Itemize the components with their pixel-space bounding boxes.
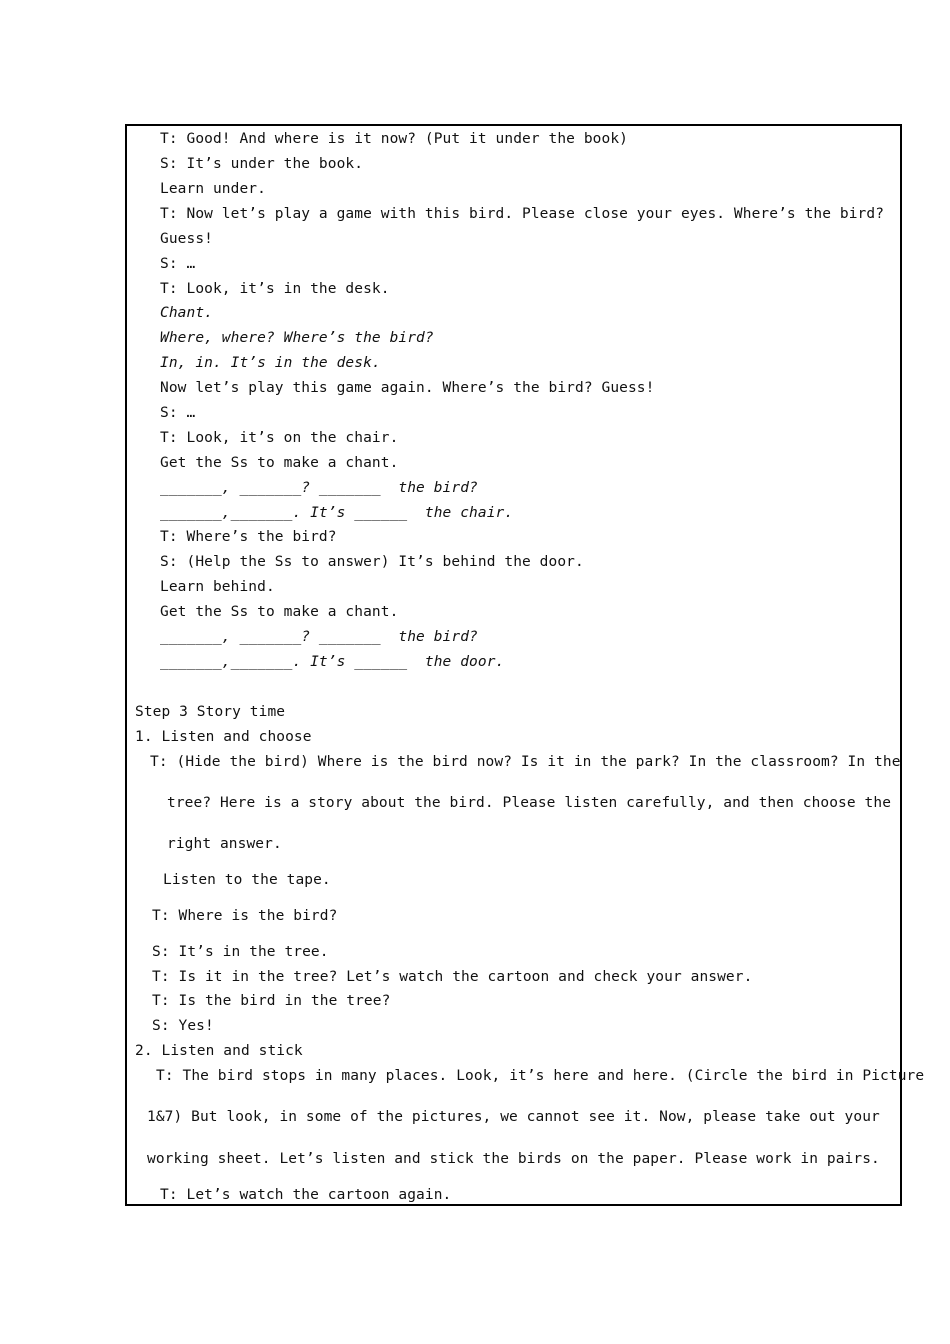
text-line: Get the Ss to make a chant. xyxy=(160,604,399,620)
chant-line: Where, where? Where’s the bird? xyxy=(160,330,434,346)
text-line: S: … xyxy=(160,256,196,272)
chant-blank-line: _______,_______. It’s ______ the door. xyxy=(160,654,505,670)
chant-heading: Chant. xyxy=(160,305,213,321)
text-line: T: Where is the bird? xyxy=(152,908,338,924)
text-line: right answer. xyxy=(167,836,282,852)
text-line: T: Look, it’s on the chair. xyxy=(160,430,399,446)
text-line: working sheet. Let’s listen and stick the birds on the paper. Please work in pairs. xyxy=(147,1151,880,1167)
text-line: T: (Hide the bird) Where is the bird now? Is it in the park? In the classroom? In the xyxy=(150,754,901,770)
text-line: S: Yes! xyxy=(152,1018,214,1034)
section-heading: 1. Listen and choose xyxy=(135,729,312,745)
text-line: T: Look, it’s in the desk. xyxy=(160,281,390,297)
text-line: S: It’s under the book. xyxy=(160,156,364,172)
text-line: Guess! xyxy=(160,231,213,247)
chant-line: In, in. It’s in the desk. xyxy=(160,355,381,371)
text-line: T: Let’s watch the cartoon again. xyxy=(160,1187,452,1203)
step-heading: Step 3 Story time xyxy=(135,704,286,720)
text-line: S: … xyxy=(160,405,196,421)
text-line: Learn behind. xyxy=(160,579,275,595)
text-line: 1&7) But look, in some of the pictures, we cannot see it. Now, please take out your xyxy=(147,1109,880,1125)
text-line: T: The bird stops in many places. Look, it’s here and here. (Circle the bird in Picture xyxy=(156,1068,925,1084)
chant-blank-line: _______, _______? _______ the bird? xyxy=(160,629,478,645)
chant-blank-line: _______,_______. It’s ______ the chair. xyxy=(160,505,514,521)
section-heading: 2. Listen and stick xyxy=(135,1043,303,1059)
text-line: S: (Help the Ss to answer) It’s behind the door. xyxy=(160,554,584,570)
text-line: S: It’s in the tree. xyxy=(152,944,329,960)
text-line: T: Good! And where is it now? (Put it under the book) xyxy=(160,131,628,147)
text-line: Learn under. xyxy=(160,181,266,197)
text-line: T: Is it in the tree? Let’s watch the cartoon and check your answer. xyxy=(152,969,753,985)
chant-blank-line: _______, _______? _______ the bird? xyxy=(160,480,478,496)
text-line: Listen to the tape. xyxy=(163,872,331,888)
text-line: T: Where’s the bird? xyxy=(160,529,337,545)
text-line: T: Now let’s play a game with this bird. Please close your eyes. Where’s the bird? xyxy=(160,206,885,222)
text-line: tree? Here is a story about the bird. Please listen carefully, and then choose the xyxy=(167,795,892,811)
text-line: T: Is the bird in the tree? xyxy=(152,993,391,1009)
text-line: Now let’s play this game again. Where’s the bird? Guess! xyxy=(160,380,655,396)
text-line: Get the Ss to make a chant. xyxy=(160,455,399,471)
